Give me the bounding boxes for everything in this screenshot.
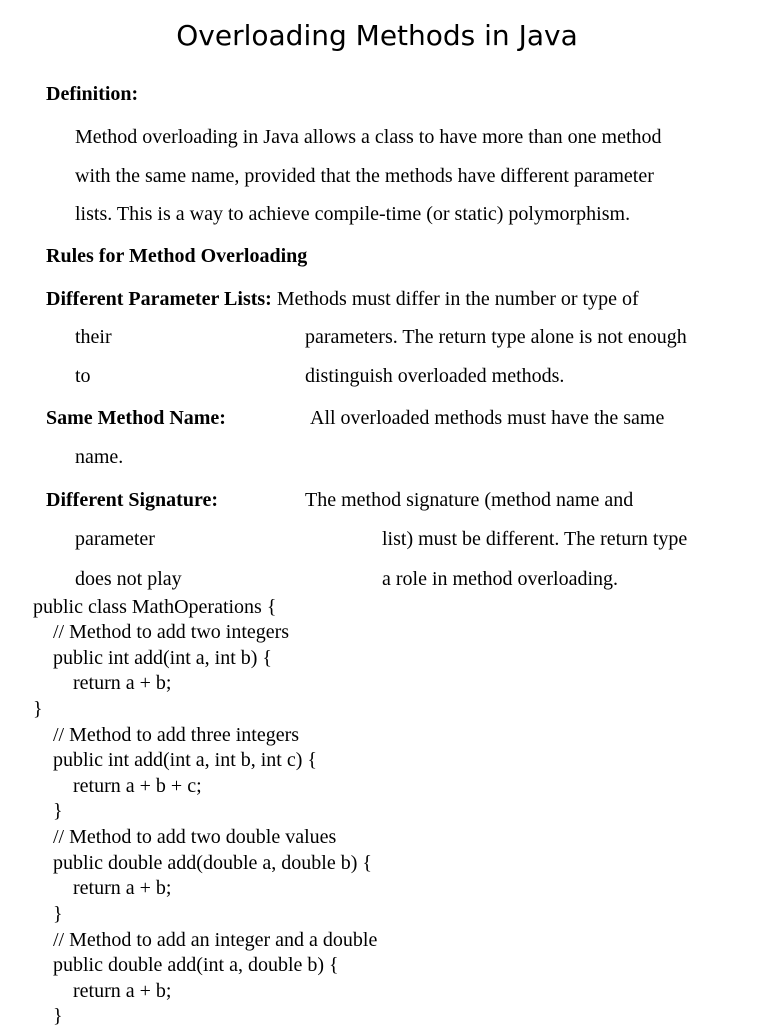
code-line: // Method to add two double values bbox=[33, 826, 337, 848]
page-title: Overloading Methods in Java bbox=[176, 19, 578, 52]
rule-text-left: parameter bbox=[75, 528, 155, 550]
code-line: // Method to add three integers bbox=[33, 724, 300, 746]
code-line: return a + b; bbox=[33, 980, 172, 1002]
code-line: public class MathOperations { bbox=[33, 596, 277, 618]
rule-label: Different Signature: bbox=[46, 489, 219, 511]
rule-text: Methods must differ in the number or type of bbox=[271, 288, 639, 310]
code-line: public double add(double a, double b) { bbox=[33, 852, 372, 874]
clipped-text-row bbox=[0, 560, 768, 590]
rule-text-right: distinguish overloaded methods. bbox=[305, 365, 565, 387]
code-line: return a + b + c; bbox=[33, 775, 202, 797]
code-line: public double add(int a, double b) { bbox=[33, 954, 339, 976]
rule-text-left: to bbox=[75, 365, 91, 387]
code-line: } bbox=[33, 1005, 63, 1027]
definition-line-3: lists. This is a way to achieve compile-time (or static) polymorphism. bbox=[75, 203, 631, 225]
rule-text-right: parameters. The return type alone is not enough bbox=[305, 326, 687, 348]
code-line: public int add(int a, int b, int c) { bbox=[33, 749, 317, 771]
code-line: } bbox=[33, 800, 63, 822]
rules-heading: Rules for Method Overloading bbox=[46, 245, 308, 267]
rule-label: Different Parameter Lists: bbox=[46, 288, 272, 310]
rule-label: Same Method Name: bbox=[46, 407, 226, 429]
code-line: } bbox=[33, 698, 43, 720]
code-block bbox=[0, 594, 768, 1027]
definition-line-2: with the same name, provided that the methods have different parameter bbox=[75, 165, 654, 187]
rule-text-right: a role in method overloading. bbox=[382, 568, 619, 590]
code-line: return a + b; bbox=[33, 672, 172, 694]
rule-text-left: name. bbox=[75, 446, 124, 468]
rule-text: The method signature (method name and bbox=[305, 489, 634, 511]
code-line: public int add(int a, int b) { bbox=[33, 647, 273, 669]
rule-text: All overloaded methods must have the same bbox=[310, 407, 665, 429]
rule-text-left: their bbox=[75, 326, 112, 348]
definition-heading: Definition: bbox=[46, 83, 139, 105]
code-line: // Method to add an integer and a double bbox=[33, 929, 378, 951]
code-line: // Method to add two integers bbox=[33, 621, 290, 643]
rule-text-left: does not play bbox=[75, 568, 182, 590]
code-line: } bbox=[33, 903, 63, 925]
definition-line-1: Method overloading in Java allows a class to have more than one method bbox=[75, 126, 662, 148]
rule-text-right: list) must be different. The return type bbox=[382, 528, 688, 550]
rule-different-parameter-lists bbox=[46, 286, 639, 312]
code-line: return a + b; bbox=[33, 877, 172, 899]
